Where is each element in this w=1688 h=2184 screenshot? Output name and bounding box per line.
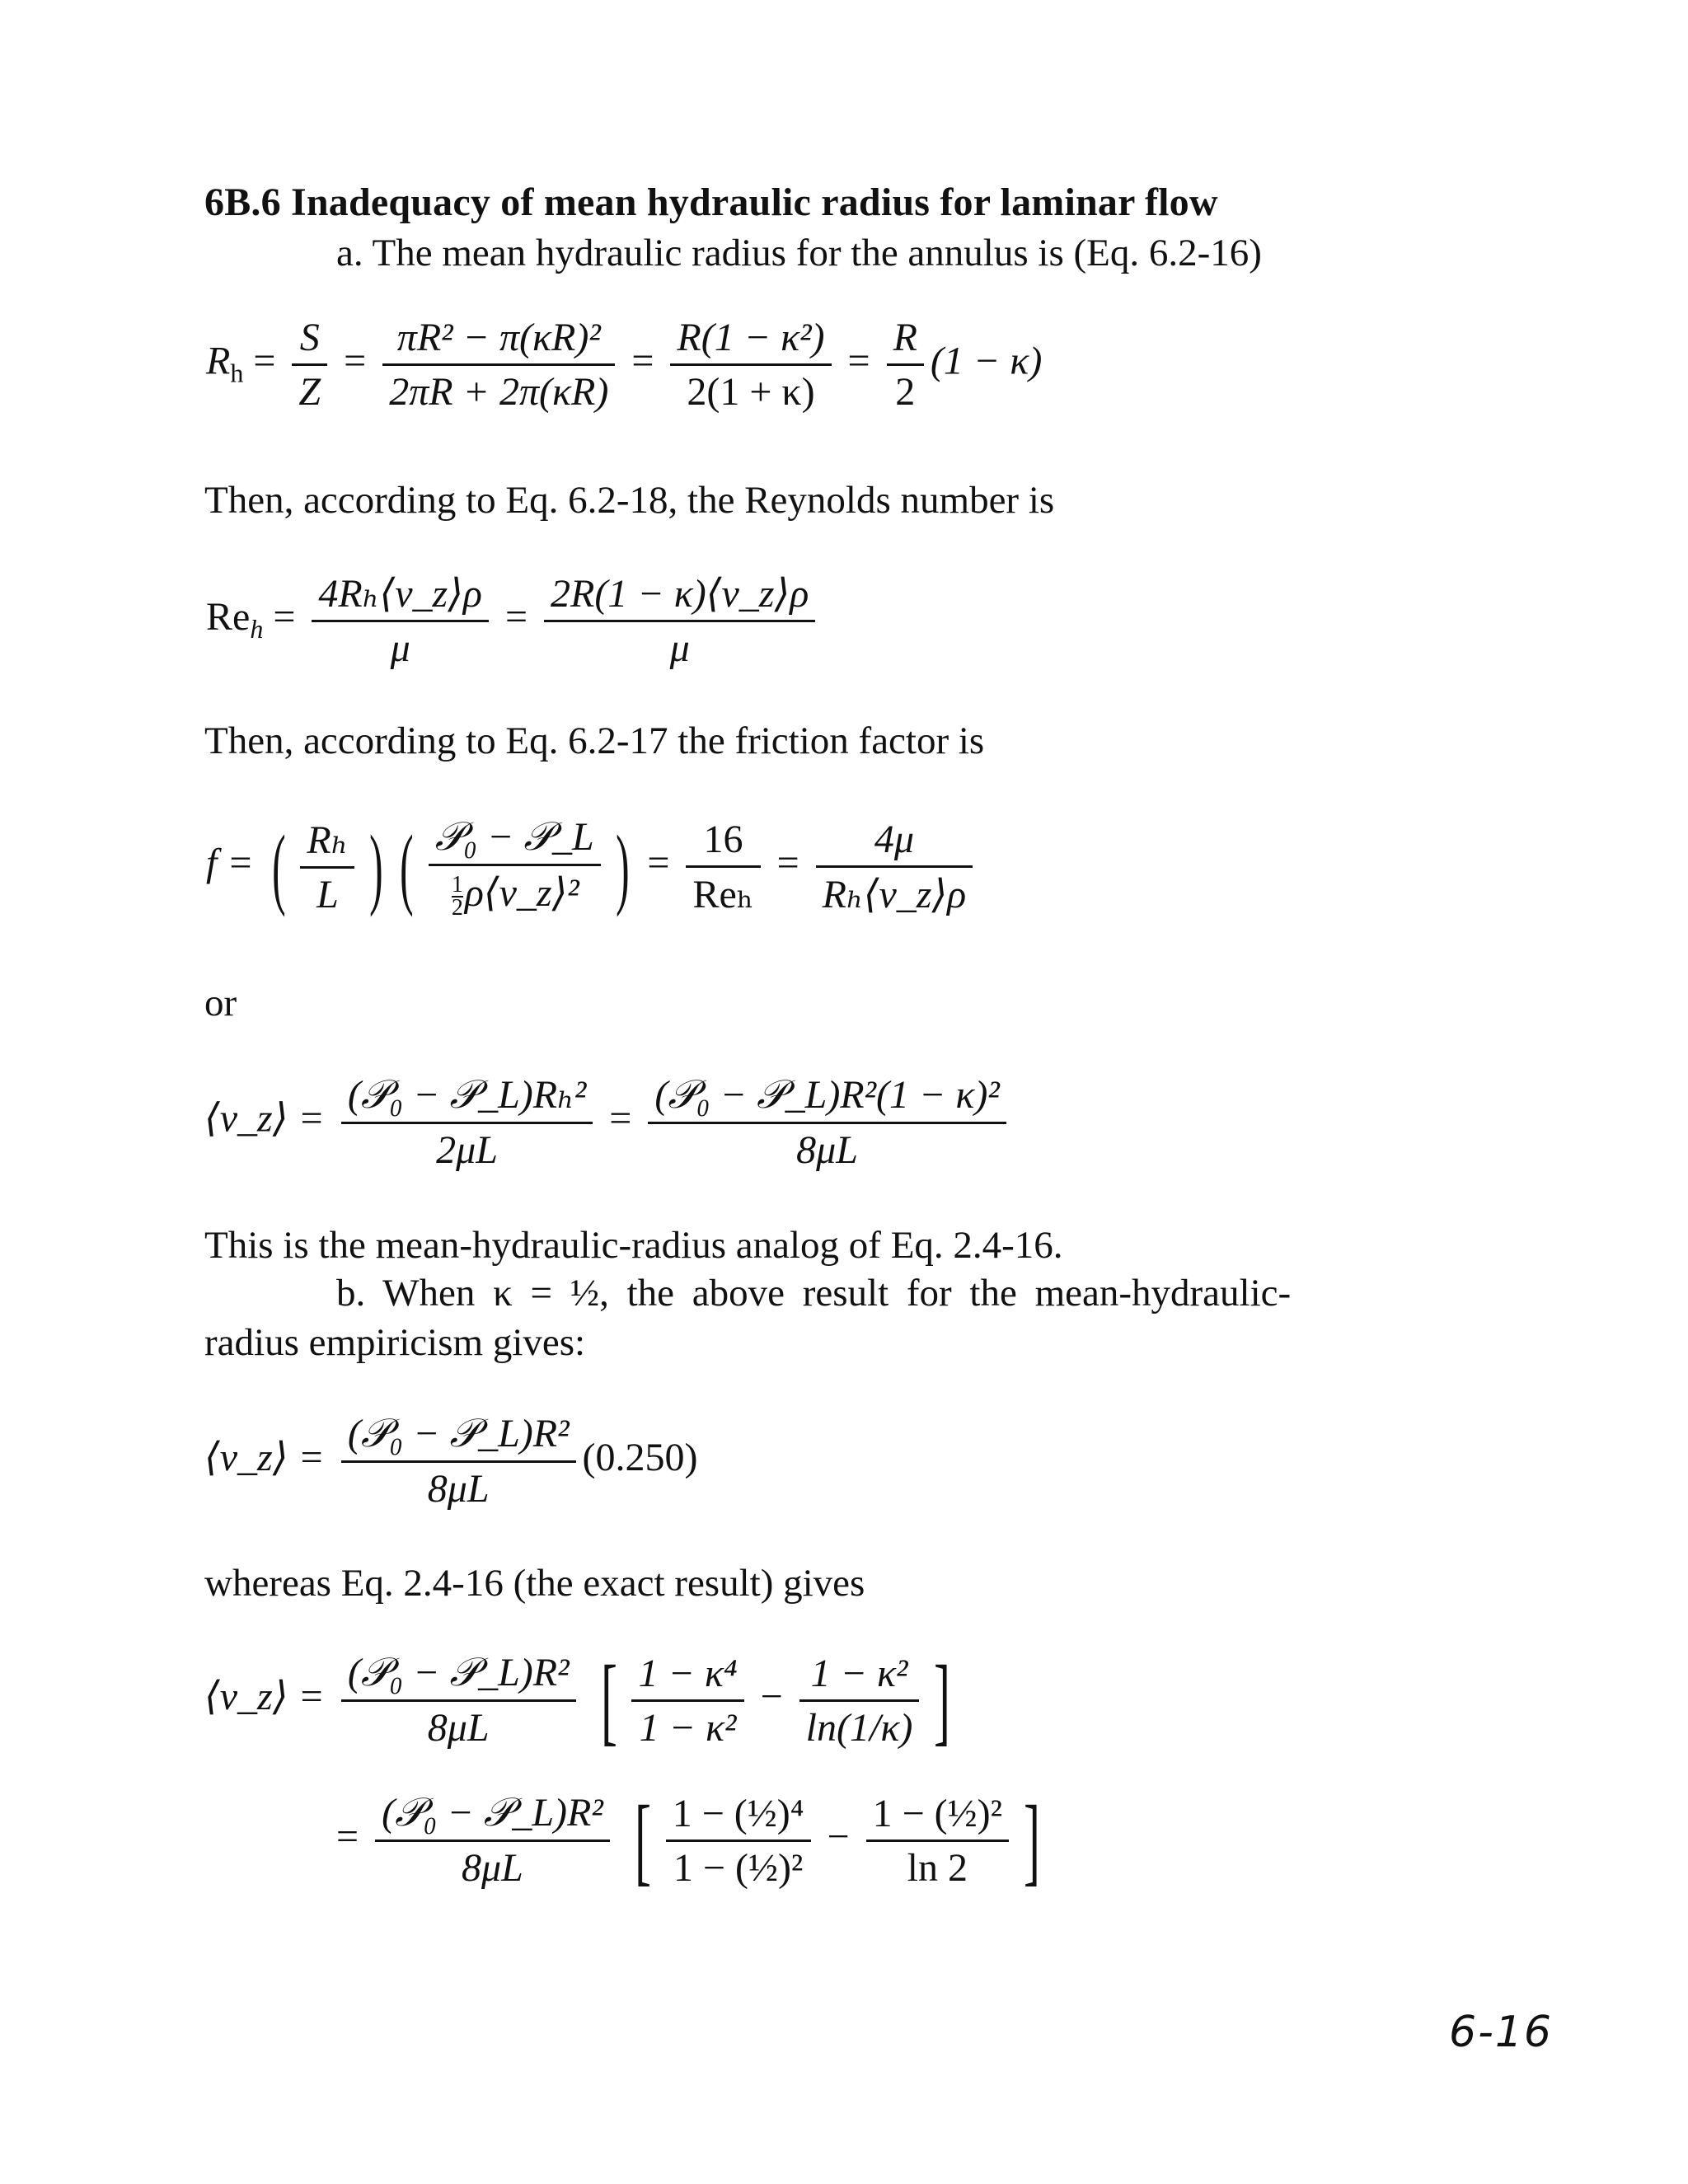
f-paren-2: 𝒫₀ − 𝒫_L $\frac{1}{2}$ ρ⟨v_z⟩²	[429, 814, 601, 919]
part-b-line-2: radius empiricism gives:	[204, 1321, 586, 1364]
f-fraction-4: $\frac{4\mu}{\text{Rₕ⟨v\_z⟩ρ}}$	[816, 817, 973, 917]
equation-reynolds: $Re_h$ = $\frac{\text{4Rₕ⟨v\_z⟩ρ}}{\mu}$ = $\frac{2R(1 - \kappa)⟨v\_z⟩\rho}{\mu}$	[206, 570, 822, 671]
vz3-bracket-fraction-2: $\frac{\text{1 − κ²}}{\ln(1/\kappa)}$	[799, 1651, 920, 1750]
rh-fraction-2: $\frac{\text{πR² − π(κR)²}}{2\pi R + 2\pi(\kappa R)}$	[382, 315, 615, 415]
vz1-fraction-2: $\frac{\text{(𝒫₀ − 𝒫\_L)R²(1 − κ)²}}{8\mu L}$	[648, 1072, 1006, 1173]
re-fraction-2: $\frac{2R(1 - \kappa)⟨v\_z⟩\rho}{\mu}$	[544, 570, 815, 671]
vz3-bracket-fraction-1: $\frac{\text{1 − κ⁴}}{\text{1 − κ²}}$	[631, 1651, 743, 1750]
analog-text: This is the mean-hydraulic-radius analog of Eq. 2.4-16.	[204, 1224, 1063, 1267]
f-lhs: f =	[206, 841, 254, 885]
rh-fraction-4: $\frac{R}{2}$	[887, 315, 924, 415]
equation-hydraulic-radius: $R_h$ = $\frac{S}{Z}$ = $\frac{\text{πR² − π(κR)²}}{2\pi R + 2\pi(\kappa R)}$ = $\frac{\text{R(1 − κ²)}}{2(1 + \kappa)}$ = $\frac{R}{2}$ (1 − κ)	[206, 316, 1043, 414]
rh-fraction-3: $\frac{\text{R(1 − κ²)}}{2(1 + \kappa)}$	[670, 315, 831, 415]
vz2-tail: (0.250)	[582, 1436, 698, 1480]
or-word: or	[204, 982, 237, 1024]
vz2-fraction: $\frac{\text{(𝒫₀ − 𝒫\_L)R²}}{8\mu L}$	[341, 1411, 576, 1511]
vz4-bracket-fraction-2: $\frac{\text{1 − (½)²}}{\ln 2}$	[866, 1791, 1009, 1891]
whereas-text: whereas Eq. 2.4-16 (the exact result) gives	[204, 1562, 865, 1605]
part-a-intro: a. The mean hydraulic radius for the annulus is (Eq. 6.2-16)	[336, 232, 1262, 274]
re-fraction-1: $\frac{\text{4Rₕ⟨v\_z⟩ρ}}{\mu}$	[312, 570, 489, 671]
rh-lhs: R	[206, 339, 231, 383]
f-paren-1: $\frac{\text{Rₕ}}{L}$	[300, 817, 354, 917]
part-b-line-1: b. When κ = ½, the above result for the mean-hydraulic-	[336, 1272, 1292, 1315]
equation-exact-velocity-2: = $\frac{\text{(𝒫₀ − 𝒫\_L)R²}}{8\mu L}$ [ $\frac{\text{1 − (½)⁴}}{\text{1 − (½)²}}$ − $\frac{\text{1 − (½)²}}{\ln 2}$ ]	[336, 1785, 1040, 1895]
rh-fraction-1: $\frac{S}{Z}$	[292, 315, 327, 415]
vz3-fraction: $\frac{\text{(𝒫₀ − 𝒫\_L)R²}}{8\mu L}$	[341, 1650, 576, 1750]
equation-friction-factor: f = ( $\frac{\text{Rₕ}}{L}$ ) ( 𝒫₀ − 𝒫_L $\frac{1}{2}$ ρ⟨v_z⟩² ) = $\frac{16}{\text{Reₕ}}$ = $\frac{4\mu}{\text{Rₕ⟨v\_z⟩ρ}}$	[206, 814, 979, 919]
vz4-fraction: $\frac{\text{(𝒫₀ − 𝒫\_L)R²}}{8\mu L}$	[375, 1790, 610, 1891]
vz1-fraction-1: $\frac{\text{(𝒫₀ − 𝒫\_L)Rₕ²}}{2\mu L}$	[341, 1071, 593, 1173]
vz4-bracket-fraction-1: $\frac{\text{1 − (½)⁴}}{\text{1 − (½)²}}$	[666, 1791, 811, 1891]
equation-exact-velocity-1: ⟨v_z⟩ = $\frac{\text{(𝒫₀ − 𝒫\_L)R²}}{8\mu L}$ [ $\frac{\text{1 − κ⁴}}{\text{1 − κ²}}$ − $\frac{\text{1 − κ²}}{\ln(1/\kappa)}$ ]	[204, 1645, 951, 1755]
equation-mean-velocity-1: ⟨v_z⟩ = $\frac{\text{(𝒫₀ − 𝒫\_L)Rₕ²}}{2\mu L}$ = $\frac{\text{(𝒫₀ − 𝒫\_L)R²(1 − κ)²}}{8\mu L}$	[204, 1071, 1013, 1173]
friction-intro: Then, according to Eq. 6.2-17 the friction factor is	[204, 719, 985, 762]
equation-mean-velocity-2: ⟨v_z⟩ = $\frac{\text{(𝒫₀ − 𝒫\_L)R²}}{8\mu L}$ (0.250)	[204, 1412, 698, 1511]
rh-tail: (1 − κ)	[930, 339, 1043, 383]
re-lhs: Re	[206, 595, 251, 640]
reynolds-intro: Then, according to Eq. 6.2-18, the Reynolds number is	[204, 479, 1055, 522]
f-fraction-3: $\frac{16}{\text{Reₕ}}$	[686, 817, 760, 917]
problem-title: 6B.6 Inadequacy of mean hydraulic radius for laminar flow	[204, 180, 1218, 224]
page-number: 6-16	[1449, 2008, 1554, 2057]
